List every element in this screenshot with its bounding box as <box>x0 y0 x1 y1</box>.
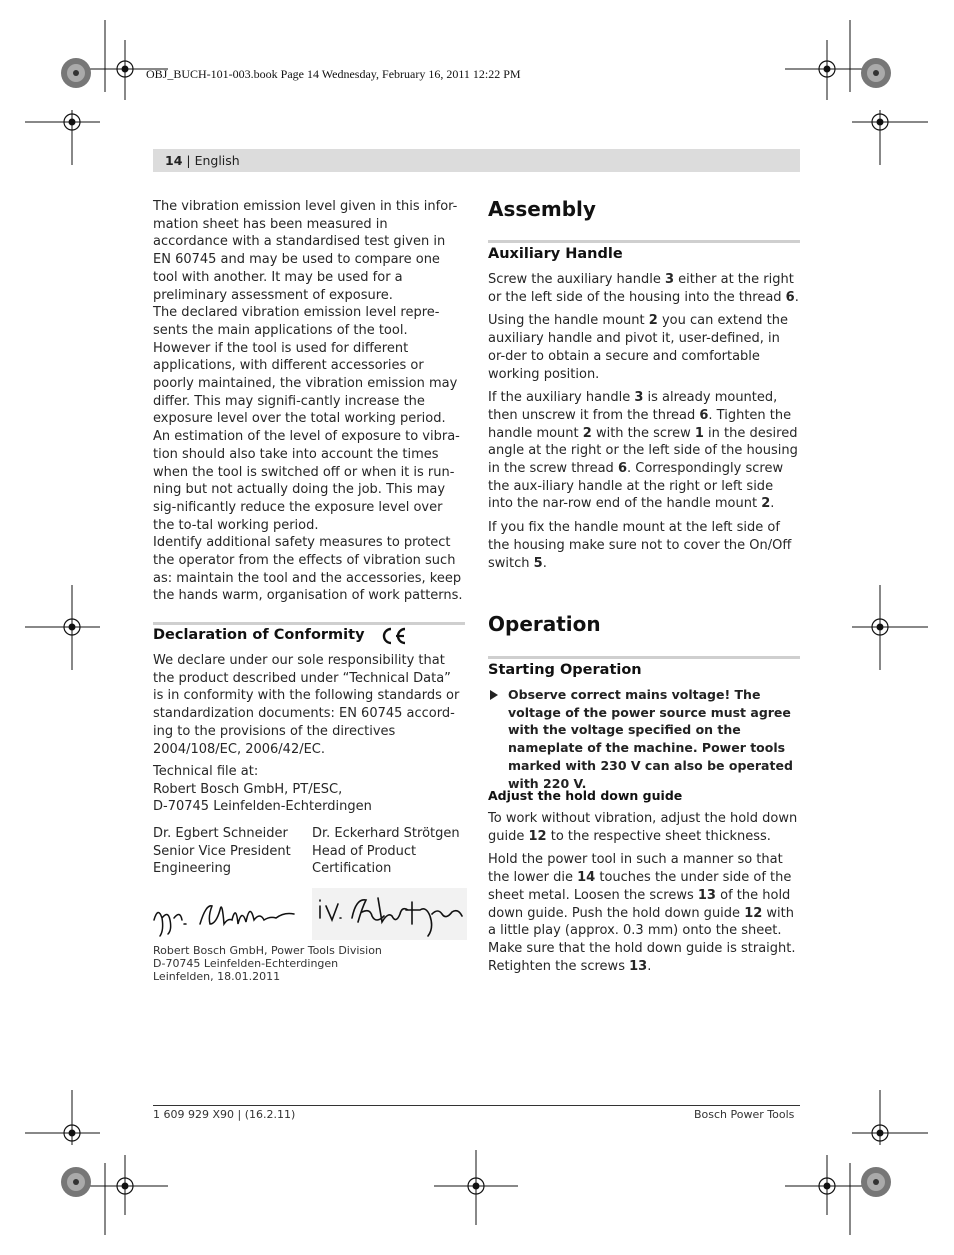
text-line: Technical file at: <box>153 764 259 779</box>
header-language: English <box>194 153 240 168</box>
text-line: D-70745 Leinfelden-Echterdingen <box>153 799 372 815</box>
signature-1-image <box>150 890 305 938</box>
page-number: 14 <box>165 153 183 168</box>
paragraph: An estimation of the level of exposure to vibra-tion should also take into account the times when the tool is switched off or when it is run-ning but not actually doing the job. This may sig-nificantly reduce the exposure level over the to-tal working period. <box>153 429 460 533</box>
footer-document-number: 1 609 929 X90 | (16.2.11) <box>153 1108 296 1121</box>
paragraph: The declared vibration emission level repre-sents the main applications of the tool. However if the tool is used for different applications, with different accessories or poorly maintained, the vibration emission may differ. This may signifi-cantly increase the exposure level over the total working period. <box>153 305 458 427</box>
assembly-heading: Assembly <box>488 197 596 221</box>
aux-handle-heading: Auxiliary Handle <box>488 246 623 262</box>
aux-handle-text <box>488 271 800 572</box>
print-info-line: OBJ_BUCH-101-003.book Page 14 Wednesday, February 16, 2011 12:22 PM <box>146 67 521 81</box>
signatory-title: Certification <box>312 861 392 877</box>
paragraph: Using the handle mount 2 you can extend the auxiliary handle and pivot it, user-defined, in or-der to obtain a secure and comfortable working position. <box>488 313 788 382</box>
paragraph: Hold the power tool in such a manner so that the lower die 14 touches the under side of the sheet metal. Loosen the screws 13 of the hold down guide. Push the hold down guide 12 with a little play (approx. 0.3 mm) onto the sheet. Make sure that the hold down guide is straight. Retighten the screws 13. <box>488 852 796 974</box>
signatory-name: Dr. Egbert Schneider <box>153 826 288 841</box>
section-rule <box>153 622 465 625</box>
paragraph: If you fix the handle mount at the left side of the housing make sure not to cover the On/Off switch 5. <box>488 520 792 571</box>
signatory-title: Engineering <box>153 861 231 877</box>
mains-voltage-warning: Observe correct mains voltage! The voltage of the power source must agree with the voltage specified on the nameplate of the machine. Power tools marked with 230 V can also be operated with 220 V. <box>508 687 793 791</box>
ce-mark-icon <box>379 626 409 646</box>
paragraph: Identify additional safety measures to protect the operator from the effects of vibration such as: maintain the tool and the accessories, keep the hands warm, organisation of work patterns. <box>153 535 463 604</box>
signatory-title: Senior Vice President <box>153 843 291 859</box>
section-rule <box>488 656 800 659</box>
signatory-2 <box>312 825 467 878</box>
conformity-heading: Declaration of Conformity <box>153 627 365 643</box>
starting-operation-heading: Starting Operation <box>488 662 642 678</box>
paragraph: Screw the auxiliary handle 3 either at the right or the left side of the housing into the thread 6. <box>488 272 799 305</box>
conformity-text <box>153 652 465 758</box>
paragraph: If the auxiliary handle 3 is already mounted, then unscrew it from the thread 6. Tighten the handle mount 2 with the screw 1 in the desired angle at the right or the left side of the housing in the screw thread 6. Correspondingly screw the aux-iliary handle at the right or left side into the nar-row end of the handle mount 2. <box>488 390 798 512</box>
signature-2-image <box>312 888 467 940</box>
signatory-name: Dr. Eckerhard Strötgen <box>312 826 460 841</box>
page-header-bar <box>153 149 800 172</box>
paragraph: The vibration emission level given in this infor-mation sheet has been measured in accordance with a standardised test given in EN 60745 and may be used to compare one tool with another. It may be used for a preliminary assessment of exposure. <box>153 199 458 303</box>
hold-down-text <box>488 810 800 975</box>
header-separator: | <box>182 153 195 168</box>
hold-down-heading: Adjust the hold down guide <box>488 788 683 803</box>
text-line: Robert Bosch GmbH, PT/ESC, <box>153 781 343 797</box>
paragraph: We declare under our sole responsibility that the product described under “Technical Data” is in conformity with the following standards or standardization documents: EN 60745 accord-ing to the provisions of the directives 2004/108/EC, 2006/42/EC. <box>153 653 460 757</box>
section-rule <box>488 240 800 243</box>
vibration-text <box>153 198 465 605</box>
signatory-title: Head of Product <box>312 843 417 859</box>
signatory-1 <box>153 825 311 878</box>
text-line: Leinfelden, 18.01.2011 <box>153 970 281 983</box>
footer-brand: Bosch Power Tools <box>694 1108 795 1121</box>
signature-address <box>153 944 465 983</box>
footer-rule <box>153 1105 800 1106</box>
page-header <box>165 153 240 168</box>
paragraph: To work without vibration, adjust the hold down guide 12 to the respective sheet thickness. <box>488 811 798 844</box>
text-line: D-70745 Leinfelden-Echterdingen <box>153 957 339 970</box>
text-line: Robert Bosch GmbH, Power Tools Division <box>153 944 382 957</box>
technical-file <box>153 763 465 816</box>
bullet-triangle-icon <box>489 689 499 701</box>
operation-heading: Operation <box>488 612 601 636</box>
